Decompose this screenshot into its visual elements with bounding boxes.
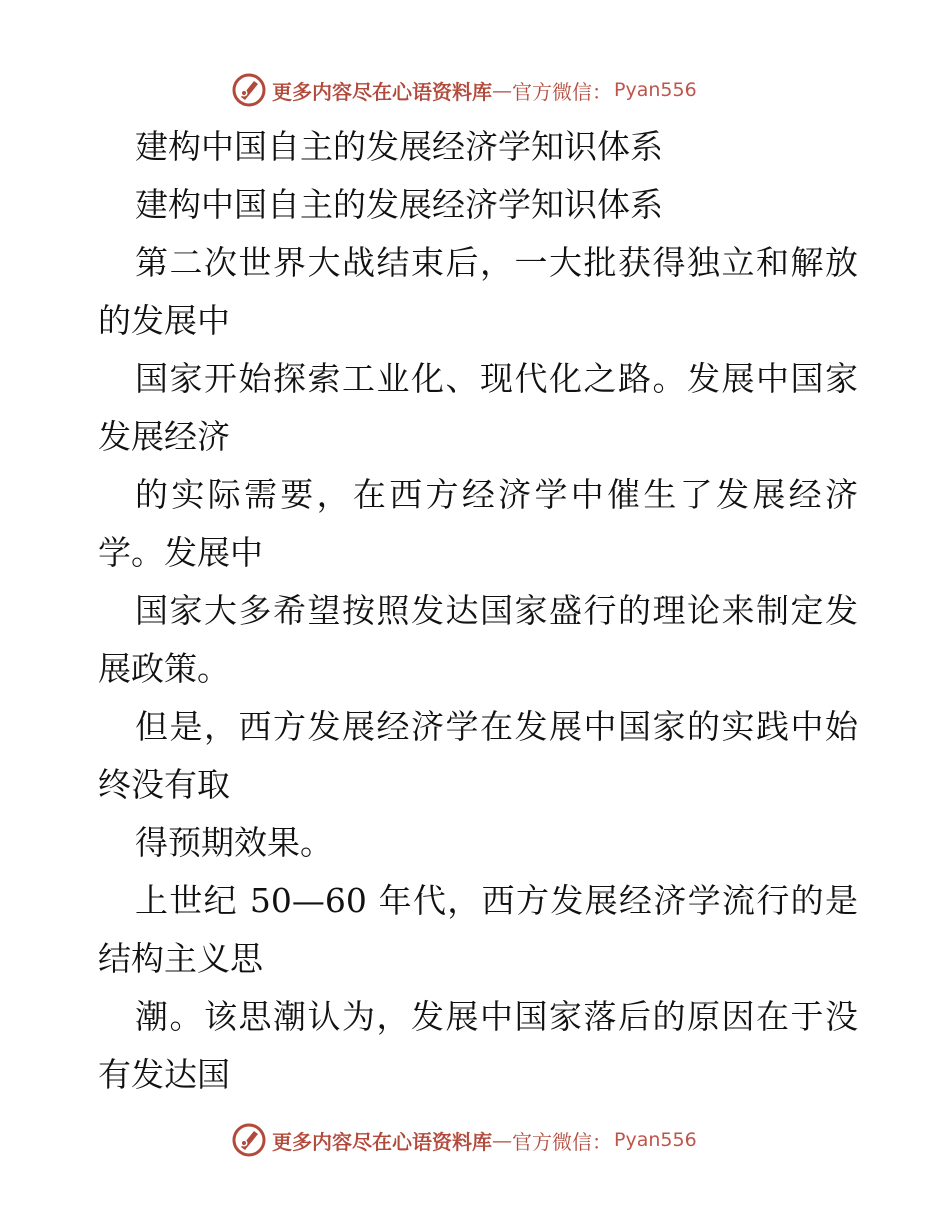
paragraph-line: 潮。该思潮认为，发展中国家落后的原因在于没有发达国 bbox=[98, 997, 858, 1094]
paragraph-line: 上世纪 50—60 年代，西方发展经济学流行的是结构主义思 bbox=[98, 881, 858, 978]
paragraph-line: 但是，西方发展经济学在发展中国家的实践中始终没有取 bbox=[98, 707, 858, 804]
seal-logo-icon bbox=[232, 73, 266, 107]
banner-wechat-label: 官方微信： bbox=[512, 1129, 612, 1154]
header-banner[interactable] bbox=[232, 70, 697, 110]
paragraph-line: 国家开始探索工业化、现代化之路。发展中国家发展经济 bbox=[98, 359, 858, 456]
paragraph-line: 的实际需要，在西方经济学中催生了发展经济学。发展中 bbox=[98, 475, 858, 572]
banner-wechat-id: Pyan556 bbox=[614, 1129, 697, 1151]
document-title: 建构中国自主的发展经济学知识体系 bbox=[135, 127, 663, 166]
document-title-repeat: 建构中国自主的发展经济学知识体系 bbox=[135, 185, 663, 224]
seal-logo-icon bbox=[232, 1123, 266, 1157]
banner-wechat-id: Pyan556 bbox=[614, 79, 697, 101]
banner-dash: — bbox=[492, 1128, 512, 1152]
banner-site-text: 更多内容尽在心语资料库 bbox=[272, 1129, 492, 1154]
document-body bbox=[98, 118, 858, 1104]
paragraph-line: 国家大多希望按照发达国家盛行的理论来制定发展政策。 bbox=[98, 591, 858, 688]
banner-wechat-label: 官方微信： bbox=[512, 79, 612, 104]
paragraph-line: 得预期效果。 bbox=[135, 823, 333, 862]
paragraph-line: 第二次世界大战结束后，一大批获得独立和解放的发展中 bbox=[98, 243, 858, 340]
footer-banner[interactable] bbox=[232, 1120, 697, 1160]
banner-site-text: 更多内容尽在心语资料库 bbox=[272, 79, 492, 104]
banner-dash: — bbox=[492, 78, 512, 102]
